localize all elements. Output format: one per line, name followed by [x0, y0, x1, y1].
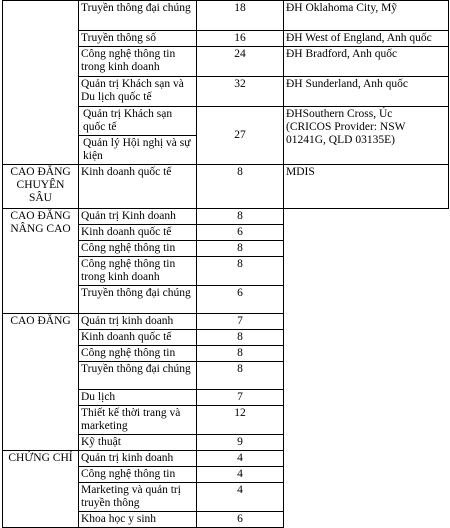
course-cell-text: Kinh doanh quốc tế [81, 226, 172, 238]
credits-cell [197, 209, 284, 225]
course-cell-text: Quản trị Kinh doanh [81, 210, 176, 222]
credits-cell [197, 1, 284, 31]
partner-cell [284, 107, 449, 165]
credits-cell [197, 483, 284, 512]
course-cell [79, 165, 197, 209]
course-cell-text: Khoa học y sinh [81, 513, 157, 525]
course-line: Quản trị Khách sạn quốc tế [79, 107, 196, 136]
course-cell-text: Kinh doanh quốc tế [81, 166, 172, 178]
credits-cell [197, 77, 284, 107]
course-cell [79, 330, 197, 346]
credits-cell-text: 4 [237, 452, 243, 464]
course-cell [79, 435, 197, 451]
partner-cell-text: ĐHSouthern Cross, Úc [286, 108, 393, 120]
table-row [3, 314, 449, 330]
course-cell [79, 406, 197, 435]
credits-cell-text: 9 [237, 436, 243, 448]
level-cell-cao-dang-nang-cao-text: CAO ĐẲNG NÂNG CAO [10, 210, 71, 235]
course-cell-text: Công nghệ thông tin [81, 468, 176, 480]
credits-cell-text: 32 [234, 78, 246, 90]
partner-cell-text: ĐH Oklahoma City, Mỹ [286, 2, 398, 14]
course-cell-text: Quản trị kinh doanh [81, 315, 174, 327]
partner-cell-empty [284, 451, 449, 528]
table-row [3, 451, 449, 467]
course-cell [79, 257, 197, 286]
course-cell-text: Công nghệ thông tin [81, 347, 176, 359]
credits-cell [197, 314, 284, 330]
credits-cell [197, 257, 284, 286]
credits-cell-text: 6 [237, 226, 243, 238]
course-cell-text: Công nghệ thông tin trong kinh doanh [81, 258, 176, 283]
course-cell-text: Kinh doanh quốc tế [81, 331, 172, 343]
credits-cell-text: 8 [237, 210, 243, 222]
course-cell-text: Kỹ thuật [81, 436, 121, 448]
course-cell [79, 362, 197, 390]
credits-cell [197, 225, 284, 241]
course-cell [79, 225, 197, 241]
course-cell [79, 314, 197, 330]
credits-cell-text: 8 [237, 331, 243, 343]
credits-cell-text: 8 [237, 363, 243, 375]
course-cell-text: Truyền thông đại chúng [81, 287, 191, 299]
course-cell-text: Công nghệ thông tin [81, 242, 176, 254]
credits-cell-text: 7 [237, 315, 243, 327]
credits-cell-text: 12 [234, 407, 246, 419]
partner-cell [284, 165, 449, 209]
level-cell-cao-dang-text: CAO ĐẲNG [10, 315, 71, 327]
credits-cell [197, 47, 284, 77]
program-table [2, 0, 449, 528]
course-cell [79, 451, 197, 467]
partner-cell [284, 47, 449, 77]
level-cell-cao-dang-chuyen-sau [3, 165, 79, 209]
course-cell-text: Thiết kế thời trang và marketing [81, 407, 181, 432]
credits-cell-text: 24 [234, 48, 246, 60]
credits-cell [197, 346, 284, 362]
table-row [3, 1, 449, 31]
credits-cell-text: 8 [237, 242, 243, 254]
course-cell [79, 31, 197, 47]
course-cell [79, 390, 197, 406]
credits-cell-text: 18 [234, 2, 246, 14]
credits-cell-text: 8 [237, 347, 243, 359]
credits-cell-text: 4 [237, 484, 243, 496]
credits-cell [197, 390, 284, 406]
course-cell-text: Quản trị Khách sạn và Du lịch quốc tế [81, 78, 184, 103]
course-cell-text: Truyền thông đại chúng [81, 2, 191, 14]
level-cell-cao-dang [3, 314, 79, 451]
partner-cell-empty [284, 314, 449, 451]
partner-cell-empty [284, 209, 449, 314]
partner-cell [284, 77, 449, 107]
credits-cell [197, 241, 284, 257]
course-cell [79, 512, 197, 528]
level-cell-cao-dang-chuyen-sau-text: CAO ĐẲNG CHUYÊN SÂU [10, 166, 71, 204]
partner-cell-text: ĐH Sunderland, Anh quốc [286, 78, 409, 90]
course-cell-text: Công nghệ thông tin trong kinh doanh [81, 48, 176, 73]
partner-cell-text: MDIS [286, 166, 315, 178]
credits-cell-text: 6 [237, 287, 243, 299]
credits-cell [197, 330, 284, 346]
credits-cell-text: 8 [237, 166, 243, 178]
table-row [3, 165, 449, 209]
program-table-body [3, 1, 449, 528]
credits-cell [197, 406, 284, 435]
credits-cell [197, 451, 284, 467]
credits-cell [197, 467, 284, 483]
table-row [3, 209, 449, 225]
course-cell [79, 47, 197, 77]
course-cell [79, 346, 197, 362]
credits-cell-text: 27 [234, 129, 246, 141]
course-cell [79, 209, 197, 225]
course-cell-text: Truyền thông số [81, 32, 156, 44]
credits-cell-text: 6 [237, 513, 243, 525]
credits-cell-text: 4 [237, 468, 243, 480]
level-cell-chung-chi [3, 451, 79, 528]
partner-cell [284, 1, 449, 31]
course-cell [79, 241, 197, 257]
course-cell-text: Du lịch [81, 391, 116, 403]
partner-cell-text: ĐH Bradford, Anh quốc [286, 48, 398, 60]
credits-cell-text: 8 [237, 258, 243, 270]
course-cell-merged [79, 107, 197, 165]
level-cell-cao-dang-nang-cao [3, 209, 79, 314]
credits-cell [197, 362, 284, 390]
course-cell-text: Truyền thông đại chúng [81, 363, 191, 375]
credits-cell [197, 107, 284, 165]
credits-cell [197, 512, 284, 528]
credits-cell-text: 7 [237, 391, 243, 403]
partner-note: (CRICOS Provider: NSW 01241G, QLD 03135E) [286, 121, 406, 146]
course-cell [79, 77, 197, 107]
level-cell-empty [3, 1, 79, 165]
credits-cell [197, 31, 284, 47]
credits-cell [197, 435, 284, 451]
course-line: Quản lý Hội nghị và sự kiện [83, 137, 191, 162]
credits-cell [197, 165, 284, 209]
course-cell [79, 1, 197, 31]
level-cell-chung-chi-text: CHỨNG CHỈ [8, 452, 73, 464]
partner-cell [284, 31, 449, 47]
course-cell [79, 467, 197, 483]
course-cell-text: Marketing và quản trị truyền thông [81, 484, 181, 509]
partner-cell-text: ĐH West of England, Anh quốc [286, 32, 432, 44]
course-cell [79, 483, 197, 512]
credits-cell [197, 286, 284, 314]
course-cell-text: Quản trị kinh doanh [81, 452, 174, 464]
course-cell [79, 286, 197, 314]
credits-cell-text: 16 [234, 32, 246, 44]
